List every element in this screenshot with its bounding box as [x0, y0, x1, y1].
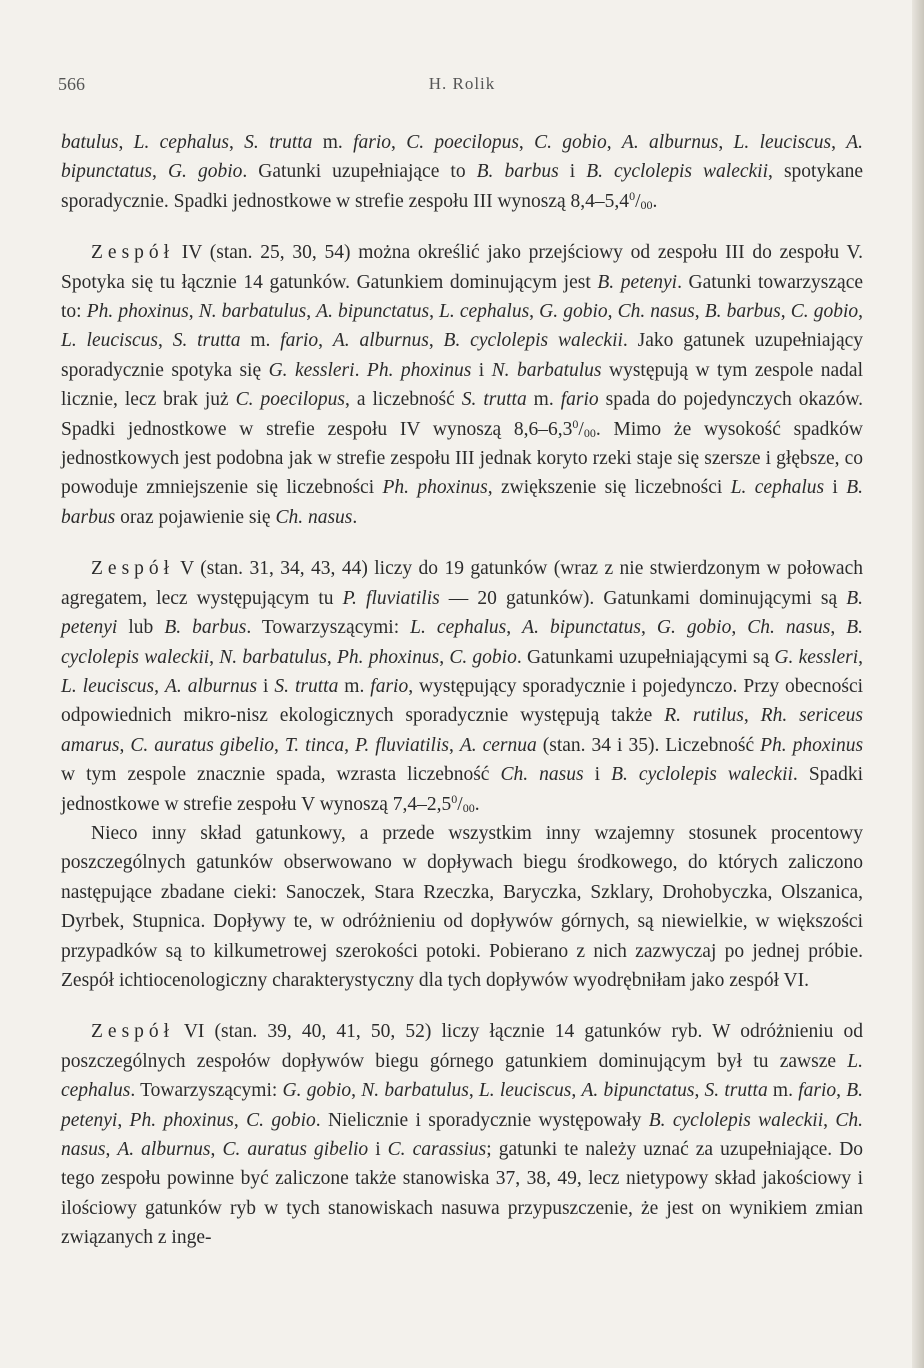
running-head-author: H. Rolik	[428, 74, 496, 93]
body-text	[61, 128, 863, 1253]
paragraph-1: batulus, L. cephalus, S. trutta m. fario, C. poecilopus, C. gobio, A. alburnus, L. leuciscus, A. bipunctatus, G. gobio. Gatunki uzupełniające to B. barbus i B. cyclolepis waleckii, spotykane sporadycznie. Spadki jednostkowe w strefie zespołu III wynoszą $8,4-5,4^0/_{00}$.	[61, 132, 864, 212]
paragraph-5: Zespół VI (stan. 39, 40, 41, 50, 52) liczy łącznie 14 gatunków ryb. W odróżnieniu od poszczególnych zespołów dopływów biegu górnego gatunkiem dominującym był tu zawsze L. cephalus. Towarzyszącymi: G. gobio, N. barbatulus, L. leuciscus, A. bipunctatus, S. trutta m. fario, B. petenyi, Ph. phoxinus, C. gobio. Nielicznie i sporadycznie występowały B. cyclolepis waleckii, Ch. nasus, A. alburnus, C. auratus gibelio i C. carassius; gatunki te należy uznać za uzupełniające. Do tego zespołu powinne być zaliczone także stanowiska 37, 38, 49, lecz nietypowy skład jakościowy i ilościowy gatunków ryb w tych stanowiskach nasuwa przypuszczenie, że jest on wynikiem zmian związanych z inge-	[61, 1021, 864, 1249]
page-number: 566	[58, 74, 85, 94]
paragraph-2: Zespół IV (stan. 25, 30, 54) można określić jako przejściowy od zespołu III do zespołu V. Spotyka się tu łącznie 14 gatunków. Gatunkiem dominującym jest B. petenyi. Gatunki towarzyszące to: Ph. phoxinus, N. barbatulus, A. bipunctatus, L. cephalus, G. gobio, Ch. nasus, B. barbus, C. gobio, L. leuciscus, S. trutta m. fario, A. alburnus, B. cyclolepis waleckii. Jako gatunek uzupełniający sporadycznie spotyka się G. kessleri. Ph. phoxinus i N. barbatulus występują w tym zespole nadal licznie, lecz brak już C. poecilopus, a liczebność S. trutta m. fario spada do pojedynczych okazów. Spadki jednostkowe w strefie zespołu IV wynoszą $8,6-6,3^0/_{00}$. Mimo że wysokość spadków jednostkowych jest podobna jak w strefie zespołu III jednak koryto rzeki staje się szersze i głębsze, co powoduje zmniejszenie się liczebności Ph. phoxinus, zwiększenie się liczebności L. cephalus i B. barbus oraz pojawienie się Ch. nasus.	[61, 242, 864, 528]
paragraph-4: Nieco inny skład gatunkowy, a przede wszystkim inny wzajemny stosunek procentowy poszczególnych gatunków obserwowano w dopływach biegu środkowego, do których zaliczono następujące zbadane cieki: Sanoczek, Stara Rzeczka, Baryczka, Szklary, Drohobyczka, Olszanica, Dyrbek, Stupnica. Dopływy te, w odróżnieniu od dopływów górnych, są niewielkie, w większości przypadków są to kilkumetrowej szerokości potoki. Pobierano z nich zazwyczaj po jednej próbie. Zespół ichtiocenologiczny charakterystyczny dla tych dopływów wyodrębniłam jako zespół VI.	[61, 822, 863, 991]
running-header	[58, 74, 866, 100]
page-edge	[912, 0, 924, 1368]
paragraph-3: Zespół V (stan. 31, 34, 43, 44) liczy do 19 gatunków (wraz z nie stwierdzonym w połowach agregatem, lecz występującym tu P. fluviatilis — 20 gatunków). Gatunkami dominującymi są B. petenyi lub B. barbus. Towarzyszącymi: L. cephalus, A. bipunctatus, G. gobio, Ch. nasus, B. cyclolepis waleckii, N. barbatulus, Ph. phoxinus, C. gobio. Gatunkami uzupełniającymi są G. kessleri, L. leuciscus, A. alburnus i S. trutta m. fario, występujący sporadycznie i pojedynczo. Przy obecności odpowiednich mikro-nisz ekologicznych sporadycznie występują także R. rutilus, Rh. sericeus amarus, C. auratus gibelio, T. tinca, P. fluviatilis, A. cernua (stan. 34 i 35). Liczebność Ph. phoxinus w tym zespole znacznie spada, wzrasta liczebność Ch. nasus i B. cyclolepis waleckii. Spadki jednostkowe w strefie zespołu V wynoszą $7,4-2,5^0/_{00}$.	[61, 558, 864, 815]
